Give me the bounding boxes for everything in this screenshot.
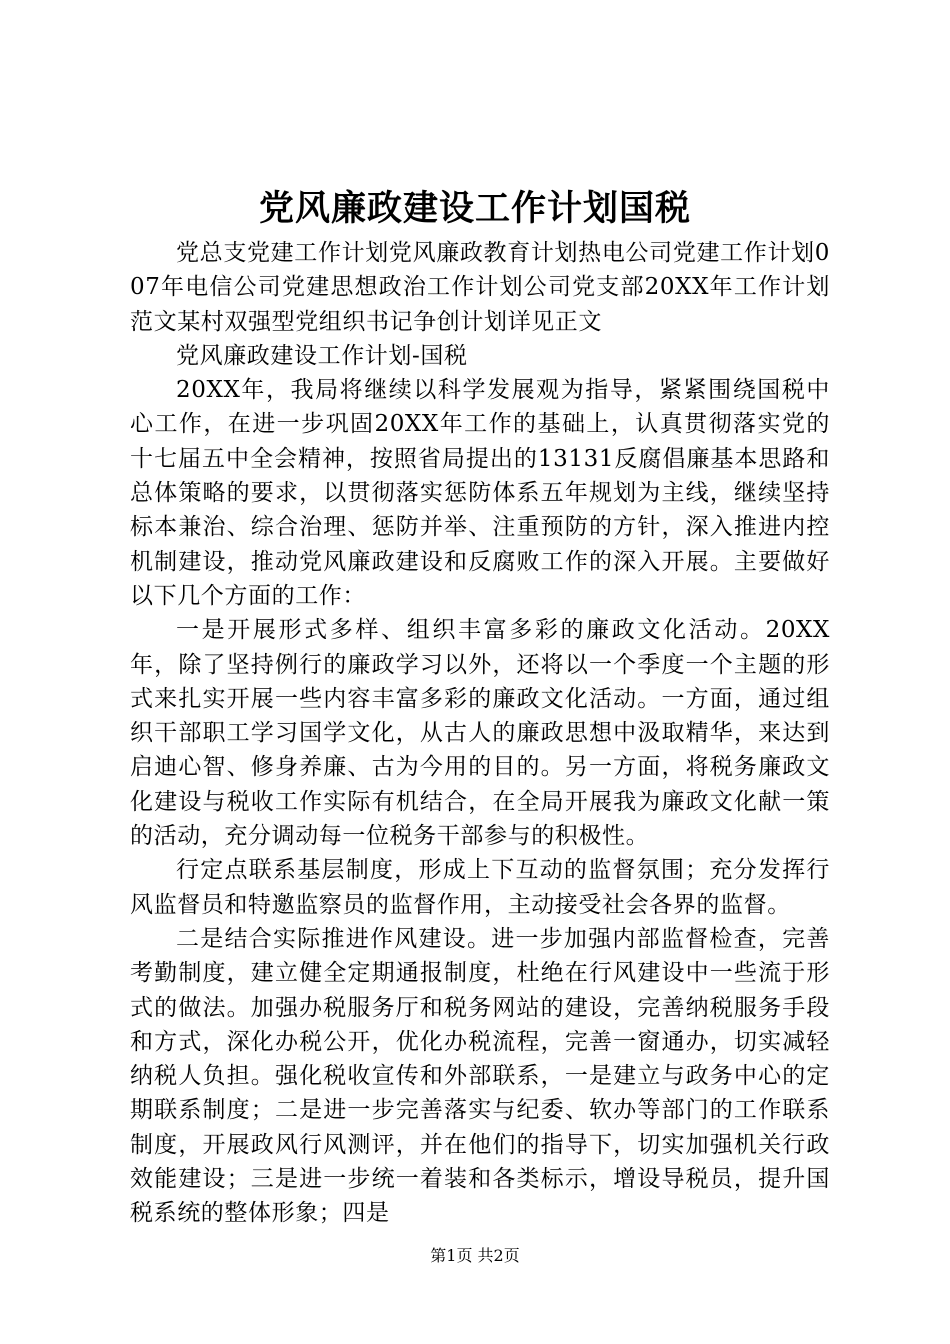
overview-paragraph: 20XX年，我局将继续以科学发展观为指导，紧紧围绕国税中心工作，在进一步巩固20XX年工作的基础上，认真贯彻落实党的十七届五中全会精神，按照省局提出的13131反腐倡廉基本思路和总体策略的要求，以贯彻落实惩防体系五年规划为主线，继续坚持标本兼治、综合治理、惩防并举、注重预防的方针，深入推进内控机制建设，推动党风廉政建设和反腐败工作的深入开展。主要做好以下几个方面的工作： [130,377,830,609]
document-title: 党风廉政建设工作计划国税 [258,188,691,229]
point-two-paragraph: 二是结合实际推进作风建设。进一步加强内部监督检查，完善考勤制度，建立健全定期通报制度，杜绝在行风建设中一些流于形式的做法。加强办税服务厅和税务网站的建设，完善纳税服务手段和方式，深化办税公开，优化办税流程，完善一窗通办，切实减轻纳税人负担。强化税收宣传和外部联系，一是建立与政务中心的定期联系制度；二是进一步完善落实与纪委、软办等部门的工作联系制度，开展政风行风测评，并在他们的指导下，切实加强机关行政效能建设；三是进一步统一着装和各类标示，增设导税员，提升国税系统的整体形象；四是 [130,925,830,1227]
section-heading: 党风廉政建设工作计划-国税 [176,342,468,369]
document-body [130,236,830,1231]
intro-paragraph: 党总支党建工作计划党风廉政教育计划热电公司党建工作计划007年电信公司党建思想政治工作计划公司党支部20XX年工作计划范文某村双强型党组织书记争创计划详见正文 [130,240,830,335]
supervision-paragraph: 行定点联系基层制度，形成上下互动的监督氛围；充分发挥行风监督员和特邀监察员的监督作用，主动接受社会各界的监督。 [130,857,830,918]
page-number-footer: 第1页 共2页 [430,1246,520,1265]
point-one-paragraph: 一是开展形式多样、组织丰富多彩的廉政文化活动。20XX年，除了坚持例行的廉政学习以外，还将以一个季度一个主题的形式来扎实开展一些内容丰富多彩的廉政文化活动。一方面，通过组织干部职工学习国学文化，从古人的廉政思想中汲取精华，来达到启迪心智、修身养廉、古为今用的目的。另一方面，将税务廉政文化建设与税收工作实际有机结合，在全局开展我为廉政文化献一策的活动，充分调动每一位税务干部参与的积极性。 [130,617,830,850]
